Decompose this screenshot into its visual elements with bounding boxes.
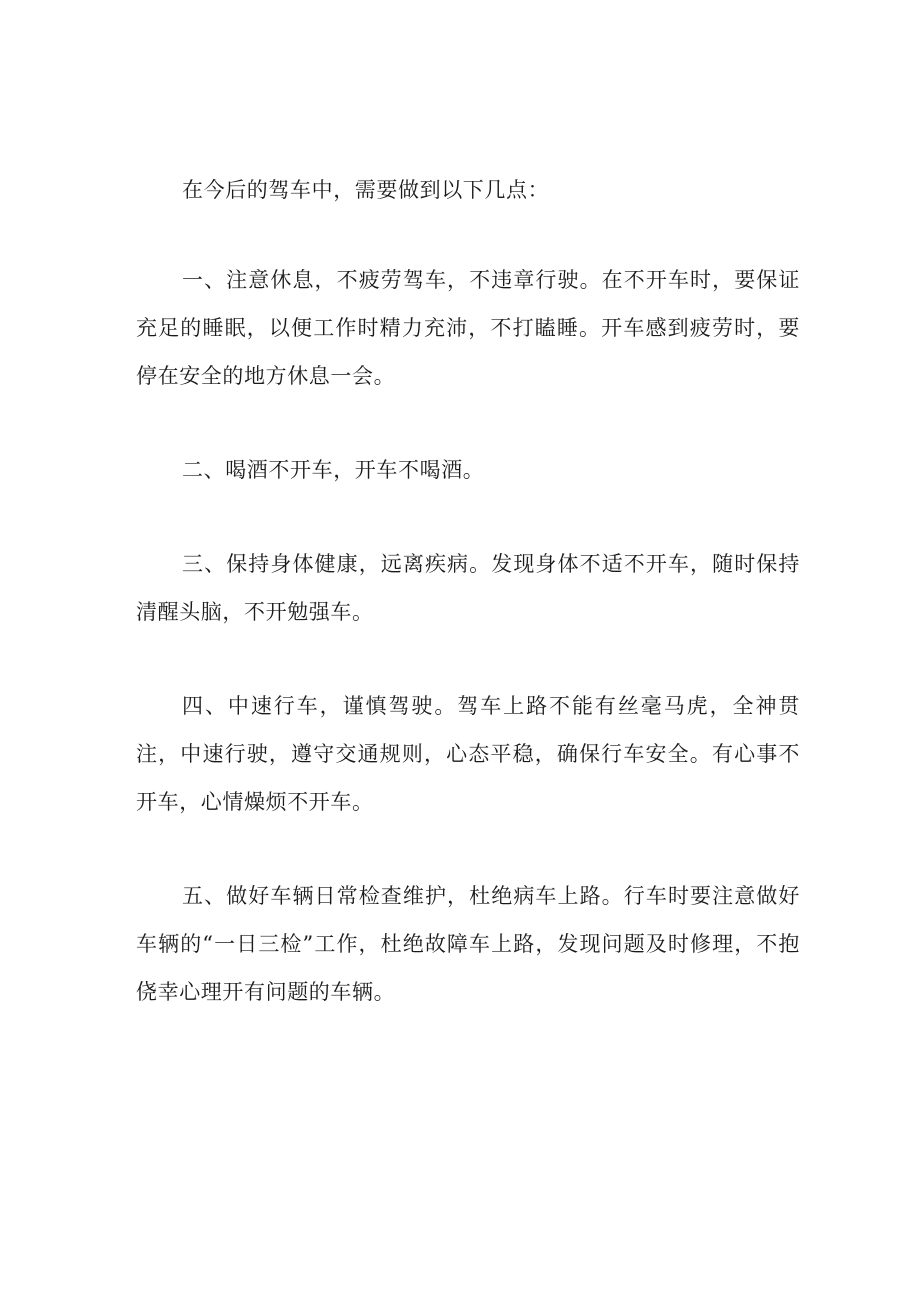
point-paragraph-2: 二、喝酒不开车，开车不喝酒。: [182, 458, 485, 482]
point-paragraph-5: 五、做好车辆日常检查维护，杜绝病车上路。行车时要注意做好车辆的“一日三检”工作，杜绝故障车上路，发现问题及时修理，不抱侥幸心理开有问题的车辆。: [136, 884, 800, 1004]
point-paragraph-1: 一、注意休息，不疲劳驾车，不违章行驶。在不开车时，要保证充足的睡眠，以便工作时精力充沛，不打瞌睡。开车感到疲劳时，要停在安全的地方休息一会。: [136, 268, 800, 388]
document-body: [136, 166, 800, 1016]
intro-paragraph: 在今后的驾车中，需要做到以下几点：: [182, 178, 550, 202]
point-paragraph-3: 三、保持身体健康，远离疾病。发现身体不适不开车，随时保持清醒头脑，不开勉强车。: [136, 552, 800, 624]
point-paragraph-4: 四、中速行车，谨慎驾驶。驾车上路不能有丝毫马虎，全神贯注，中速行驶，遵守交通规则，心态平稳，确保行车安全。有心事不开车，心情燥烦不开车。: [136, 694, 800, 814]
